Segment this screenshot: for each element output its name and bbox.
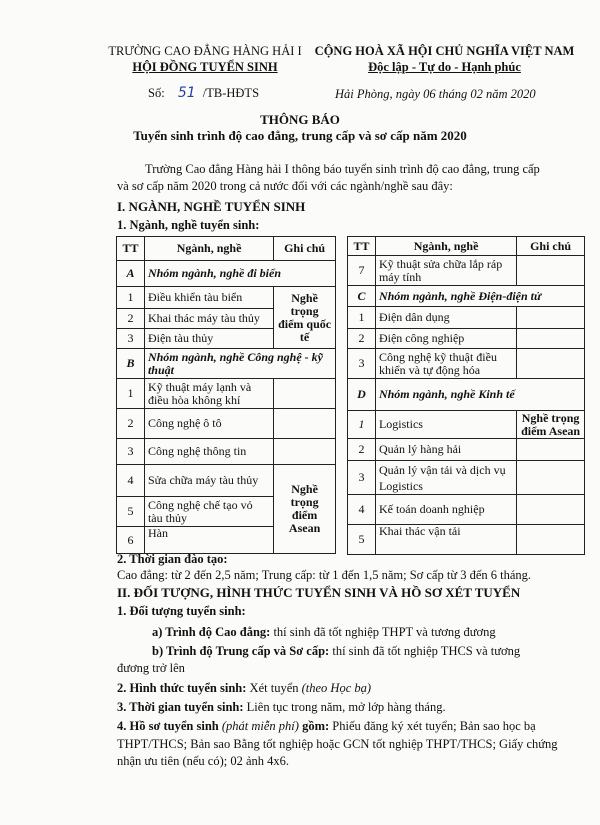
row-tt: 1	[348, 411, 376, 439]
s2-1a-text: thí sinh đã tốt nghiệp THPT và tương đương	[273, 625, 496, 639]
row-tt: 2	[348, 329, 376, 349]
s2-1b-text: thí sinh đã tốt nghiệp THCS và tương	[332, 644, 521, 658]
row-tt: 1	[117, 287, 145, 309]
s2-1a-label: a) Trình độ Cao đẳng:	[152, 625, 271, 639]
col-tt: TT	[348, 237, 376, 256]
s2-1b	[152, 643, 520, 660]
s2-2-label: 2. Hình thức tuyển sinh:	[117, 681, 247, 695]
table-row	[348, 329, 585, 349]
row-tt: 3	[348, 461, 376, 495]
row-name: Công nghệ thông tin	[144, 439, 273, 465]
row-tt: 3	[117, 439, 145, 465]
table-row	[348, 256, 585, 286]
doc-number-suffix: /TB-HĐTS	[202, 86, 260, 100]
section-2-heading: II. ĐỐI TƯỢNG, HÌNH THỨC TUYỂN SINH VÀ HỒ SƠ XÉT TUYỂN	[117, 585, 521, 600]
row-tt: 6	[117, 527, 145, 554]
s2-4-text-1: Phiếu đăng ký xét tuyển; Bản sao học bạ	[332, 719, 536, 733]
table-row	[348, 439, 585, 461]
row-name: Nhóm ngành, nghề Công nghệ - kỹ thuật	[144, 349, 335, 379]
place-date: Hải Phòng, ngày 06 tháng 02 năm 2020	[335, 87, 536, 101]
row-tt: A	[117, 261, 145, 287]
table-row	[348, 411, 585, 439]
row-name: Nhóm ngành, nghề Kinh tế	[375, 379, 584, 411]
col-note: Ghi chú	[274, 237, 336, 261]
council-name: HỘI ĐỒNG TUYỂN SINH	[132, 60, 278, 74]
col-tt: TT	[117, 237, 145, 261]
row-name: Công nghệ ô tô	[144, 409, 273, 439]
table-row	[348, 495, 585, 525]
page-title: THÔNG BÁO	[260, 112, 340, 127]
s2-1a	[152, 624, 496, 641]
row-tt: 2	[348, 439, 376, 461]
s2-1b-label: b) Trình độ Trung cấp và Sơ cấp:	[152, 644, 330, 658]
table-row	[117, 409, 336, 439]
s2-4-italic: (phát miễn phí)	[221, 719, 299, 733]
row-tt: 2	[117, 409, 145, 439]
intro-line-1: Trường Cao đẳng Hàng hải I thông báo tuyển sinh trình độ cao đẳng, trung cấp	[145, 162, 540, 176]
duration-text: Cao đẳng: từ 2 đến 2,5 năm; Trung cấp: từ 1 đến 1,5 năm; Sơ cấp từ 3 đến 6 tháng.	[117, 568, 532, 582]
page-subtitle: Tuyển sinh trình độ cao đẳng, trung cấp và sơ cấp năm 2020	[133, 128, 467, 143]
row-note-empty	[517, 495, 585, 525]
s2-3-text: Liên tục trong năm, mở lớp hàng tháng.	[246, 700, 446, 714]
row-note: Nghề trọng điểm Asean	[517, 411, 585, 439]
s2-2-text: Xét tuyển	[249, 681, 299, 695]
row-name: Kỹ thuật sửa chữa lắp ráp máy tính	[375, 256, 516, 286]
row-name: Kỹ thuật máy lạnh và điều hòa không khí	[144, 379, 273, 409]
row-name: Điện dân dụng	[375, 307, 516, 329]
row-note-empty	[517, 525, 585, 555]
row-note-empty	[517, 461, 585, 495]
row-tt: 5	[348, 525, 376, 555]
row-name: Logistics	[375, 411, 516, 439]
intro-line-2: và sơ cấp năm 2020 trong cả nước đối với các ngành/nghề sau đây:	[117, 179, 453, 193]
subsection-2-heading: 2. Thời gian đào tạo:	[117, 552, 228, 566]
row-note: Nghề trọng điểm Asean	[274, 465, 336, 554]
row-tt: 2	[117, 309, 145, 329]
row-note-empty	[274, 439, 336, 465]
right-majors-table	[347, 236, 585, 555]
row-name: Quản lý hàng hải	[375, 439, 516, 461]
table-row	[348, 379, 585, 411]
s2-3-label: 3. Thời gian tuyển sinh:	[117, 700, 244, 714]
row-name: Công nghệ chế tạo vỏ tàu thủy	[144, 497, 273, 527]
school-name: TRƯỜNG CAO ĐẲNG HÀNG HẢI I	[108, 44, 302, 58]
table-row	[348, 286, 585, 307]
subsection-1-heading: 1. Ngành, nghề tuyển sinh:	[117, 218, 260, 232]
row-note-empty	[517, 307, 585, 329]
row-name: Điện tàu thủy	[144, 329, 273, 349]
row-tt: 1	[117, 379, 145, 409]
table-row	[348, 307, 585, 329]
table-row	[117, 287, 336, 309]
table-row	[348, 349, 585, 379]
table-row	[348, 525, 585, 555]
s2-4-line-2: THPT/THCS; Bản sao Bằng tốt nghiệp hoặc GCN tốt nghiệp THPT/THCS; Giấy chứng	[117, 737, 558, 751]
row-tt: D	[348, 379, 376, 411]
row-tt: 4	[117, 465, 145, 497]
row-tt: B	[117, 349, 145, 379]
row-name: Khai thác vận tải	[375, 525, 516, 555]
left-majors-table	[116, 236, 336, 554]
row-note: Nghề trọng điểm quốc tế	[274, 287, 336, 349]
table-row	[117, 349, 336, 379]
row-tt: 5	[117, 497, 145, 527]
row-note-empty	[274, 409, 336, 439]
row-name: Kế toán doanh nghiệp	[375, 495, 516, 525]
row-name: Hàn	[144, 527, 273, 554]
s2-4-gom: gồm:	[302, 719, 330, 733]
row-tt: 4	[348, 495, 376, 525]
table-row	[117, 465, 336, 497]
table-row	[117, 261, 336, 287]
row-tt: 7	[348, 256, 376, 286]
table-header-row	[348, 237, 585, 256]
s2-3	[117, 699, 446, 716]
row-note-empty	[517, 349, 585, 379]
table-row	[117, 439, 336, 465]
row-name: Công nghệ kỹ thuật điều khiển và tự động hóa	[375, 349, 516, 379]
doc-number-label: Số:	[148, 86, 165, 100]
doc-number	[148, 85, 259, 101]
s2-2-italic: (theo Học bạ)	[301, 681, 372, 695]
row-tt: 1	[348, 307, 376, 329]
nation-name: CỘNG HOÀ XÃ HỘI CHỦ NGHĨA VIỆT NAM	[314, 44, 575, 58]
row-name: Nhóm ngành, nghề Điện-điện tử	[375, 286, 584, 307]
row-name: Quản lý vận tải và dịch vụ Logistics	[375, 461, 516, 495]
s2-4-line-3: nhận ưu tiên (nếu có); 02 ảnh 4x6.	[117, 754, 290, 768]
row-note-empty	[274, 379, 336, 409]
row-name: Nhóm ngành, nghề đi biển	[144, 261, 335, 287]
col-name: Ngành, nghề	[375, 237, 516, 256]
row-name: Điện công nghiệp	[375, 329, 516, 349]
s2-4	[117, 718, 536, 735]
row-tt: C	[348, 286, 376, 307]
s2-4-label: 4. Hồ sơ tuyển sinh	[117, 719, 219, 733]
row-tt: 3	[348, 349, 376, 379]
col-name: Ngành, nghề	[144, 237, 273, 261]
row-tt: 3	[117, 329, 145, 349]
motto: Độc lập - Tự do - Hạnh phúc	[368, 60, 521, 74]
row-name: Sửa chữa máy tàu thủy	[144, 465, 273, 497]
row-note-empty	[517, 439, 585, 461]
row-name: Khai thác máy tàu thủy	[144, 309, 273, 329]
row-name: Điều khiển tàu biển	[144, 287, 273, 309]
table-row	[348, 461, 585, 495]
row-note-empty	[517, 329, 585, 349]
s2-1-heading: 1. Đối tượng tuyển sinh:	[117, 604, 246, 618]
table-row	[117, 379, 336, 409]
section-1-heading: I. NGÀNH, NGHỀ TUYỂN SINH	[117, 199, 306, 214]
row-note-empty	[517, 256, 585, 286]
s2-2	[117, 680, 371, 697]
col-note: Ghi chú	[517, 237, 585, 256]
table-header-row	[117, 237, 336, 261]
s2-1b-cont: đương trở lên	[117, 661, 185, 675]
doc-number-value: 51	[177, 85, 196, 101]
